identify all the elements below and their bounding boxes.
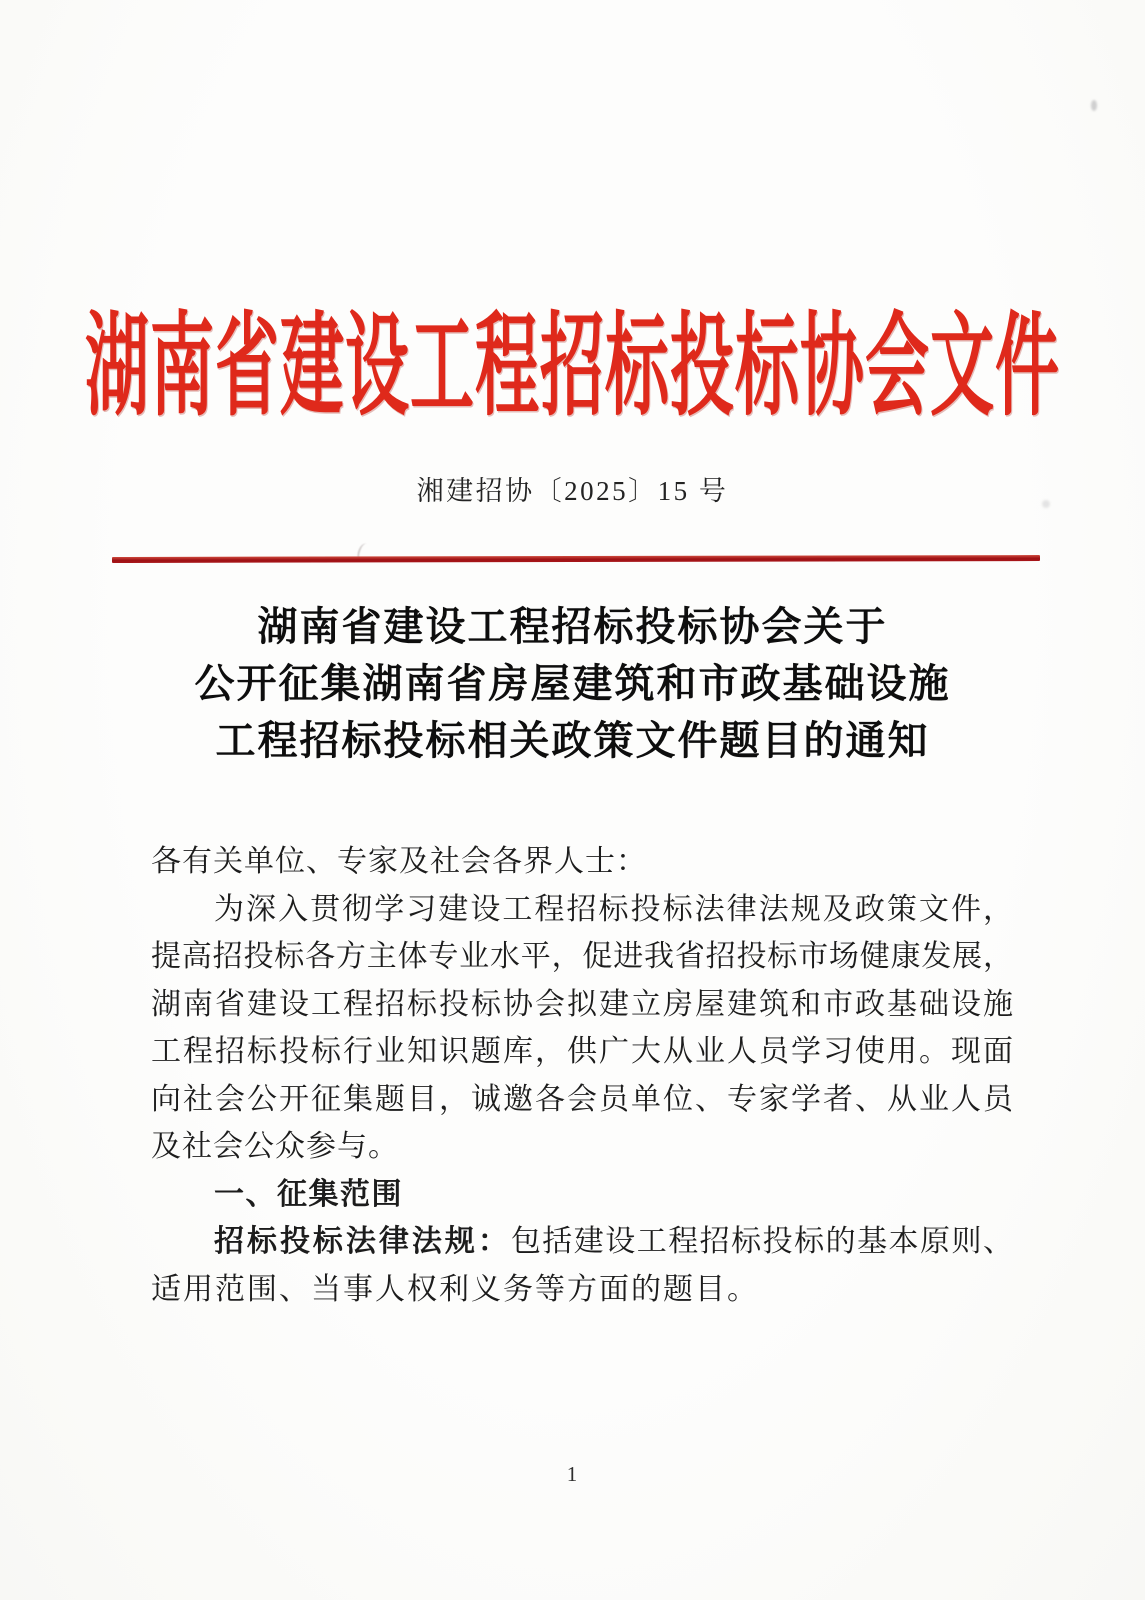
body-line: 工程招标投标行业知识题库，供广大从业人员学习使用。现面 bbox=[151, 1035, 1013, 1068]
body-line bbox=[151, 1218, 1013, 1266]
body-line: 为深入贯彻学习建设工程招标投标法律法规及政策文件， bbox=[214, 892, 1013, 926]
document-title bbox=[0, 598, 1145, 769]
body-line: 向社会公开征集题目，诚邀各会员单位、专家学者、从业人员 bbox=[151, 1082, 1013, 1116]
body-line: 提高招投标各方主体专业水平，促进我省招投标市场健康发展， bbox=[151, 940, 1013, 973]
term-lead-bold: 招标投标法律法规： bbox=[214, 1225, 511, 1258]
scan-artifact bbox=[1091, 100, 1097, 111]
document-body bbox=[151, 838, 1013, 1313]
red-header-banner bbox=[0, 290, 1145, 429]
title-line-2: 公开征集湖南省房屋建筑和市政基础设施 bbox=[194, 661, 951, 706]
salutation-line: 各有关单位、专家及社会各界人士： bbox=[151, 845, 647, 878]
issuing-org-banner-text: 湖南省建设工程招标投标协会文件 bbox=[85, 304, 1060, 429]
title-line-3: 工程招标投标相关政策文件题目的通知 bbox=[215, 718, 930, 763]
red-separator-line bbox=[112, 555, 1040, 563]
title-line-1: 湖南省建设工程招标投标协会关于 bbox=[257, 604, 888, 649]
body-line: 及社会公众参与。 bbox=[151, 1130, 399, 1163]
section-heading-text: 一、征集范围 bbox=[214, 1177, 403, 1211]
term-definition: 包括建设工程招标投标的基本原则、 bbox=[510, 1225, 1013, 1258]
document-number: 湘建招协〔2025〕15 号 bbox=[416, 476, 729, 506]
body-line: 适用范围、当事人权利义务等方面的题目。 bbox=[151, 1272, 759, 1306]
section-heading bbox=[151, 1171, 1013, 1219]
page-number: 1 bbox=[566, 1462, 579, 1486]
body-line: 湖南省建设工程招标投标协会拟建立房屋建筑和市政基础设施 bbox=[151, 987, 1013, 1021]
